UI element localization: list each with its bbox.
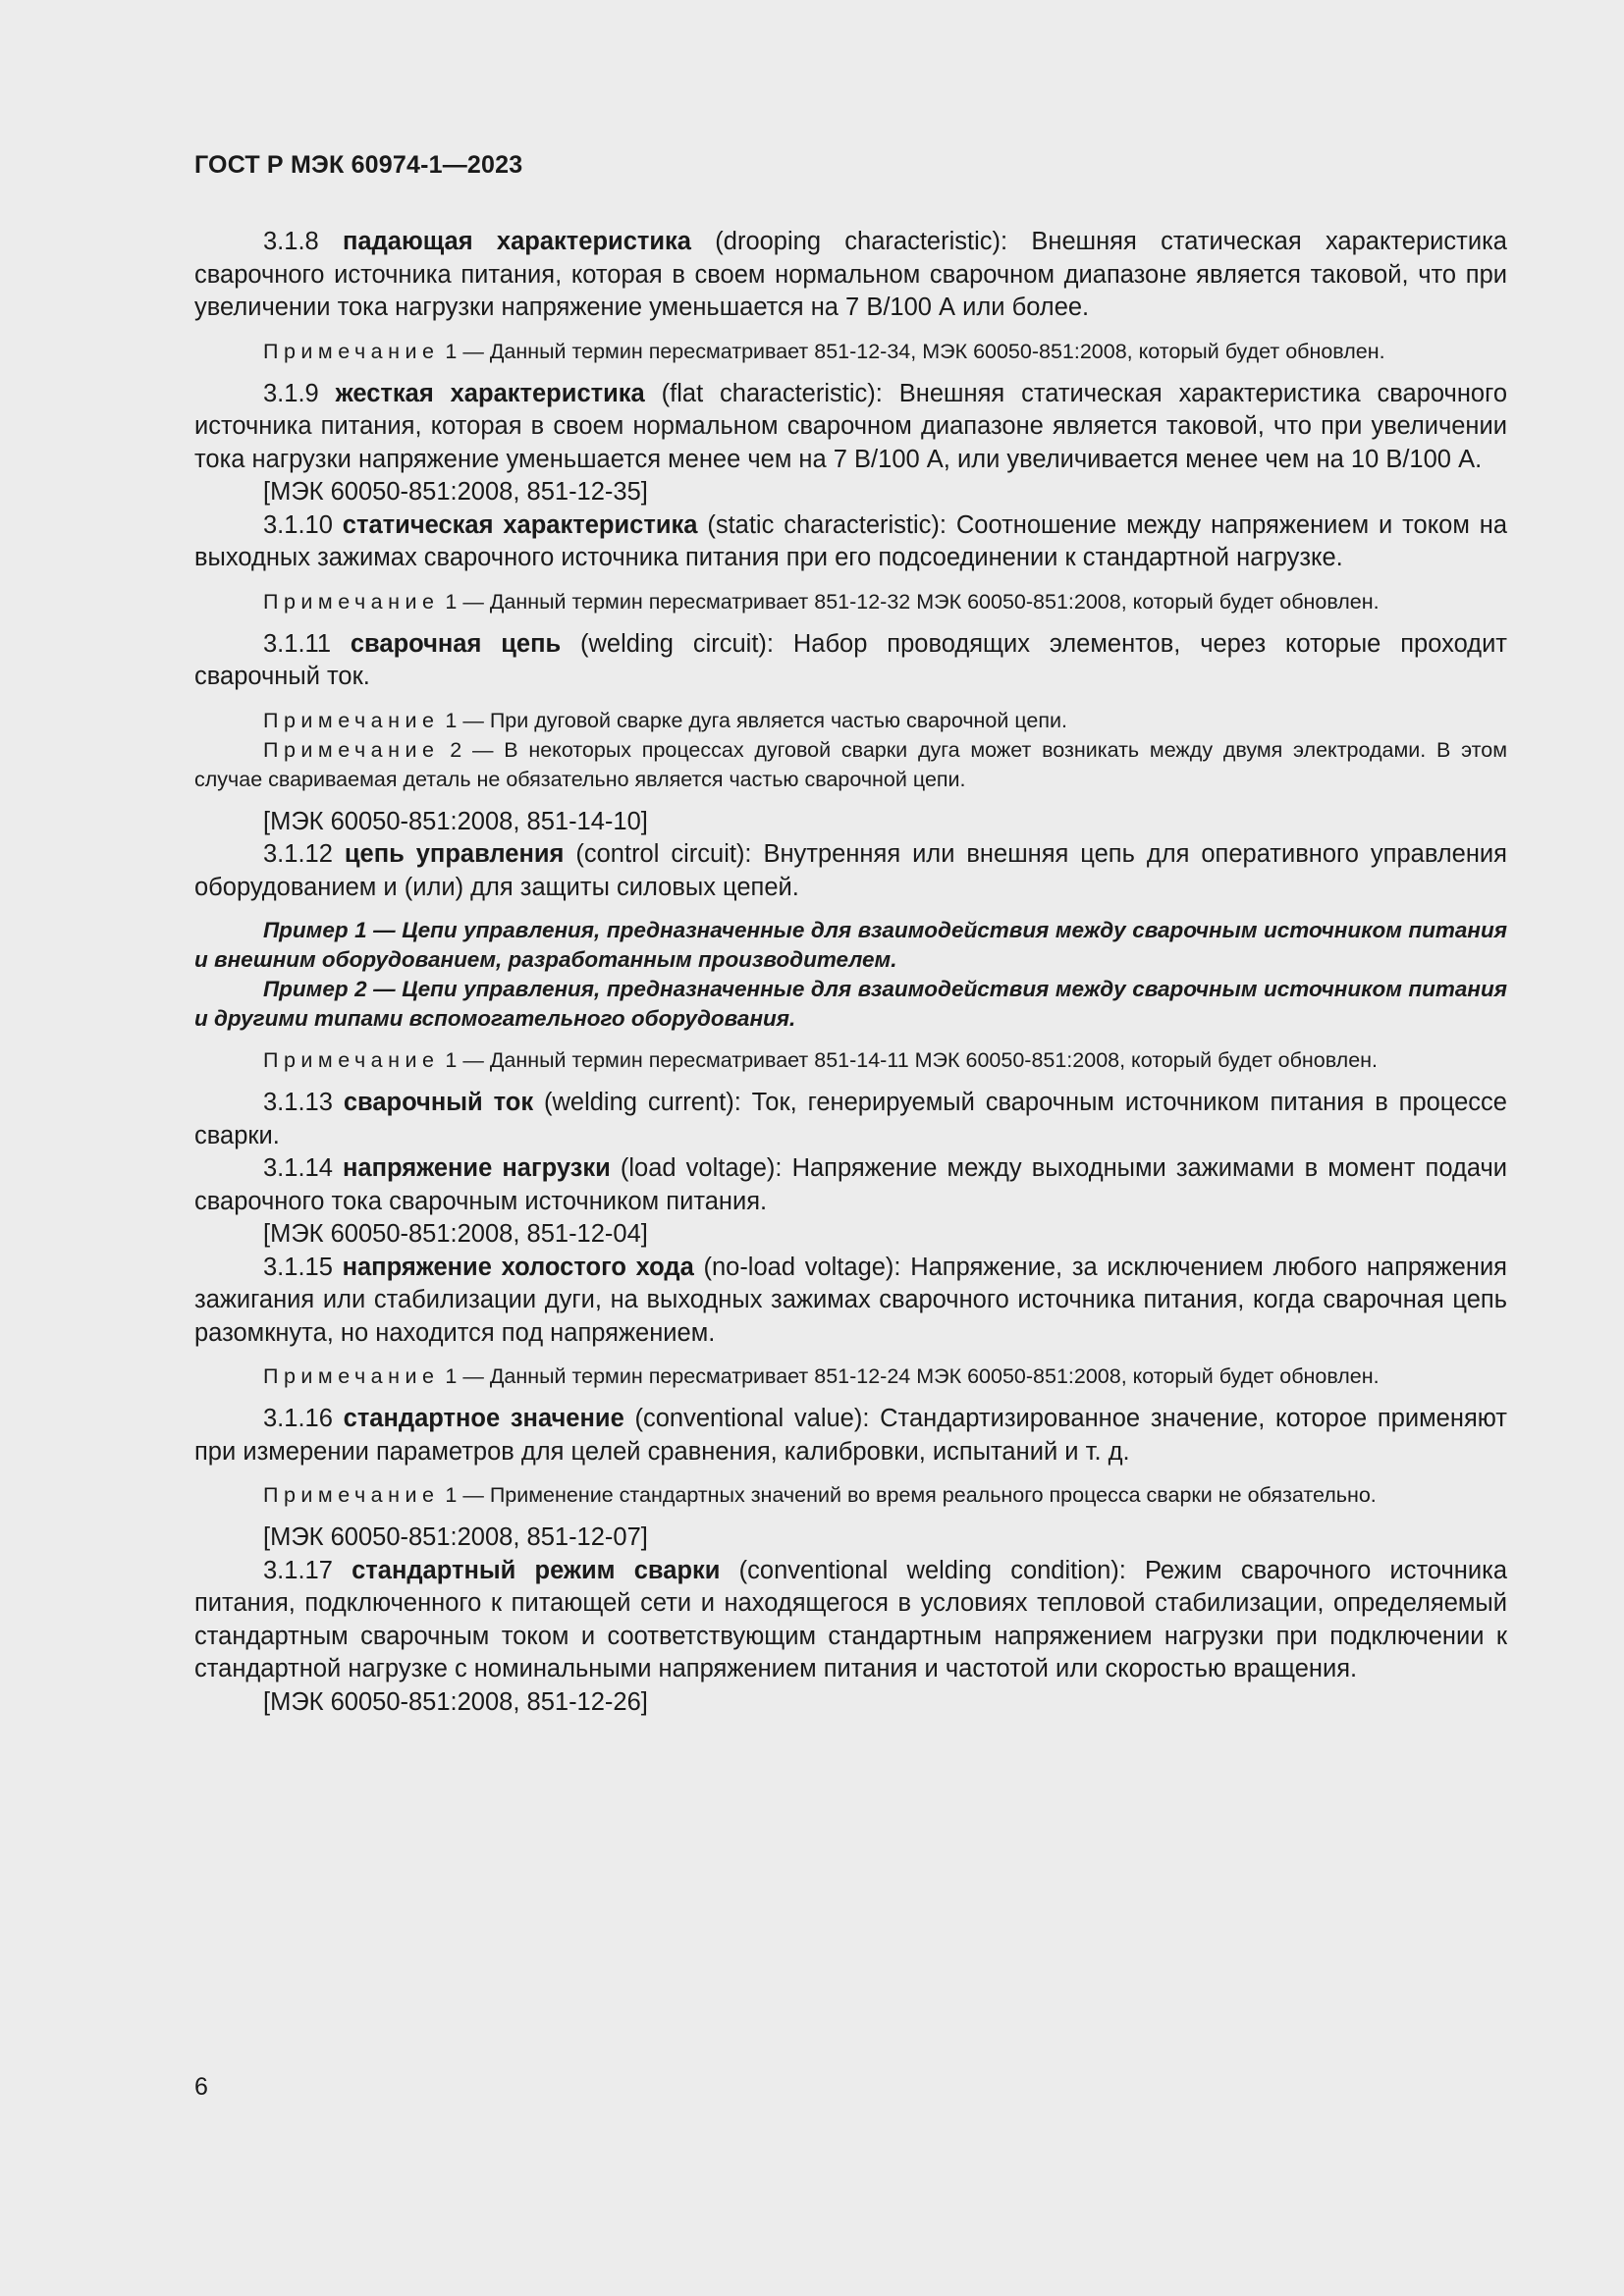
note-3-1-8: Примечание 1 — Данный термин пересматривает 851-12-34, МЭК 60050-851:2008, который будет обновлен. [263,339,1385,363]
document-body [194,226,1507,1719]
term-3-1-9: 3.1.9 жесткая характеристика (flat characteristic): Внешняя статическая характеристика сварочного источника питания, которая в своем нормальном сварочном диапазоне является таковой, что при увеличении тока нагрузки напряжение уменьшается менее чем на 7 В/100 А, или увеличивается менее чем на 10 В/100 А. [194,379,1508,473]
reference-3-1-14: [МЭК 60050-851:2008, 851-12-04] [263,1220,648,1248]
term-3-1-15: 3.1.15 напряжение холостого хода (no-load voltage): Напряжение, за исключением любого напряжения зажигания или стабилизации дуги, на выходных зажимах сварочного источника питания, когда сварочная цепь разомкнута, но находится под напряжением. [194,1253,1507,1347]
term-3-1-8: 3.1.8 падающая характеристика (drooping characteristic): Внешняя статическая характеристика сварочного источника питания, которая в своем нормальном сварочном диапазоне является таковой, что при увеличении тока нагрузки напряжение уменьшается на 7 В/100 А или более. [194,228,1507,321]
term-3-1-17: 3.1.17 стандартный режим сварки (conventional welding condition): Режим сварочного источника питания, подключенного к питающей сети и находящегося в условиях тепловой стабилизации, определяемый стандартным сварочным током и соответствующим стандартным напряжением нагрузки при подключении к стандартной нагрузке с номинальными напряжением питания и частотой или скоростью вращения. [194,1556,1508,1682]
document-header: ГОСТ Р МЭК 60974-1—2023 [194,151,523,179]
term-3-1-10: 3.1.10 статическая характеристика (static characteristic): Соотношение между напряжением и током на выходных зажимах сварочного источника питания при его подсоединении к стандартной нагрузке. [194,510,1507,571]
note-3-1-16: Примечание 1 — Применение стандартных значений во время реального процесса сварки не обязательно. [263,1483,1377,1507]
term-3-1-13: 3.1.13 сварочный ток (welding current): Ток, генерируемый сварочным источником питания в процессе сварки. [194,1089,1507,1149]
term-3-1-14: 3.1.14 напряжение нагрузки (load voltage): Напряжение между выходными зажимами в момент подачи сварочного тока сварочным источником питания. [194,1154,1507,1215]
note-3-1-11-1: Примечание 1 — При дуговой сварке дуга является частью сварочной цепи. [263,708,1068,732]
term-3-1-16: 3.1.16 стандартное значение (conventional value): Стандартизированное значение, которое применяют при измерении параметров для целей сравнения, калибровки, испытаний и т. д. [194,1405,1507,1466]
note-3-1-10: Примечание 1 — Данный термин пересматривает 851-12-32 МЭК 60050-851:2008, который будет обновлен. [263,589,1380,614]
reference-3-1-9: [МЭК 60050-851:2008, 851-12-35] [263,478,648,506]
reference-3-1-11: [МЭК 60050-851:2008, 851-14-10] [263,807,648,835]
term-3-1-12: 3.1.12 цепь управления (control circuit): Внутренняя или внешняя цепь для оперативного управления оборудованием и (или) для защиты силовых цепей. [194,840,1507,901]
note-3-1-11-2: Примечание 2 — В некоторых процессах дуговой сварки дуга может возникать между двумя электродами. В этом случае свариваемая деталь не обязательно является частью сварочной цепи. [194,737,1507,791]
example-3-1-12-1: Пример 1 — Цепи управления, предназначенные для взаимодействия между сварочным источником питания и внешним оборудованием, разработанным производителем. [194,918,1507,972]
note-3-1-12: Примечание 1 — Данный термин пересматривает 851-14-11 МЭК 60050-851:2008, который будет обновлен. [263,1048,1379,1072]
example-3-1-12-2: Пример 2 — Цепи управления, предназначенные для взаимодействия между сварочным источником питания и другими типами вспомогательного оборудования. [194,977,1507,1031]
reference-3-1-17: [МЭК 60050-851:2008, 851-12-26] [263,1687,648,1716]
term-3-1-11: 3.1.11 сварочная цепь (welding circuit): Набор проводящих элементов, через которые проходит сварочный ток. [194,629,1507,690]
reference-3-1-16: [МЭК 60050-851:2008, 851-12-07] [263,1523,648,1551]
note-3-1-15: Примечание 1 — Данный термин пересматривает 851-12-24 МЭК 60050-851:2008, который будет обновлен. [263,1364,1380,1388]
page-number: 6 [194,2073,208,2101]
